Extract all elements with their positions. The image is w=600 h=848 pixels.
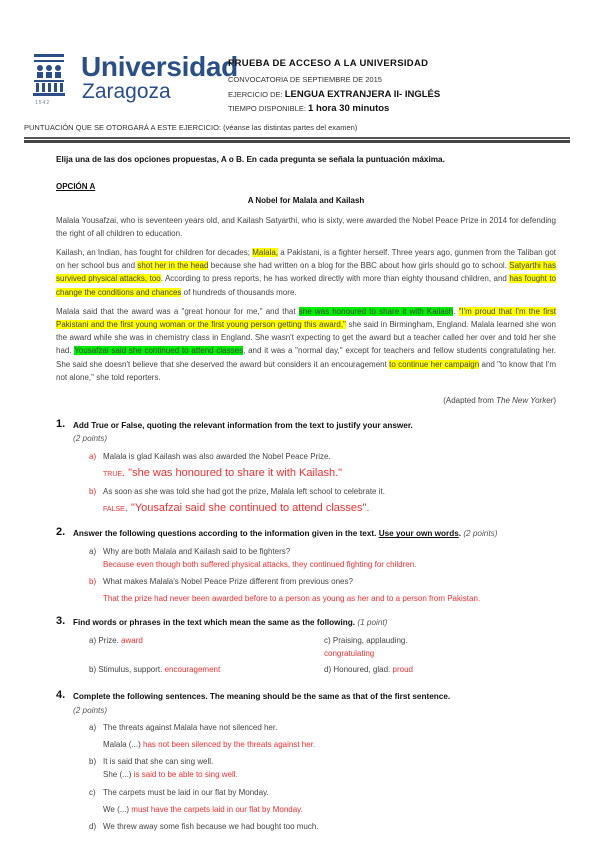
item-text: c) Praising, applauding. [324, 635, 408, 645]
paragraph-3 [56, 305, 556, 384]
text: Malala said that the award was a "great honour for me," and that [56, 306, 299, 316]
text: and "to know that I'm not alone," she told reporters. [56, 359, 556, 382]
source-prefix: (Adapted from [443, 396, 497, 406]
item-text: d) Honoured, glad. [324, 665, 393, 675]
building-emblem-icon [30, 52, 70, 98]
points: (2 points) [463, 529, 498, 539]
question-number: 4. [56, 689, 66, 702]
tiempo [228, 103, 389, 114]
answer: has not been silenced by the threats against her. [143, 739, 316, 749]
answer: congratulating [324, 648, 375, 658]
answer: encouragement [164, 665, 221, 675]
q3-items [56, 634, 556, 677]
ejercicio-label: EJERCICIO DE: [228, 90, 285, 99]
prompt: She (...) [103, 770, 134, 780]
question-text: Add True or False, quoting the relevant information from the text to justify your answer. [73, 421, 413, 431]
item-text: a) Prize. [89, 635, 122, 645]
question-text: Find words or phrases in the text which mean the same as the following. [73, 618, 356, 628]
text: a Pakistani, is a fighter herself. Three years ago, gunmen from the Taliban got on her school bus and [56, 248, 556, 271]
highlight: has fought to change the conditions and chances [56, 274, 557, 297]
tiempo-value: 1 hora 30 minutos [308, 103, 390, 114]
question-1 [56, 419, 556, 445]
question-3 [56, 616, 556, 629]
q3-item-b [89, 663, 324, 676]
paragraph-1: Malala Yousafzai, who is seventeen years old, and Kailash Satyarthi, who is sixty, were awarded the Nobel Peace Prize in 2014 for defending the right of all children to education. [56, 215, 556, 238]
q1-answer-a [56, 467, 556, 481]
q2-item-a [56, 545, 556, 571]
header-divider [24, 137, 570, 143]
item-text: The carpets must be laid in our flat by Monday. [103, 787, 269, 797]
points: (2 points) [73, 434, 108, 444]
highlight: to continue her campaign [389, 359, 480, 369]
item-letter: b) [89, 577, 97, 587]
q1-item-b [56, 485, 556, 498]
answer: award [121, 635, 143, 645]
text: , and it was a "normal day," except for teachers and fellow students congratulating her. She said she doesn't believe that she deserved the award but considers it an encouragement [56, 346, 556, 369]
logo-university: Universidad [81, 51, 238, 82]
text: of hundreds of thousands more. [181, 287, 297, 297]
item-text: What makes Malala's Nobel Peace Prize different from previous ones? [103, 577, 353, 587]
prompt: Malala (...) [103, 739, 144, 749]
q4-answer-a [56, 738, 556, 751]
question-text: Answer the following questions according to the information given in the text. [73, 529, 379, 539]
item-text: The threats against Malala have not silenced her. [103, 722, 278, 732]
item-letter: a) [89, 451, 97, 461]
item-letter: c) [89, 787, 96, 797]
item-letter: b) [89, 757, 97, 767]
item-text: b) Stimulus, support. [89, 665, 165, 675]
convocatoria: CONVOCATORIA DE SEPTIEMBRE DE 2015 [228, 75, 382, 84]
text: . According to press reports, he has worked directly with more than eighty thousand children, and [160, 274, 510, 284]
puntuacion-note: PUNTUACIÓN QUE SE OTORGARÁ A ESTE EJERCICIO: (véanse las distintas partes del examen) [24, 123, 358, 132]
ejercicio [228, 89, 440, 100]
logo-year: 1542 [35, 100, 51, 106]
question-number: 1. [56, 418, 66, 431]
highlight: "I'm proud that I'm the first Pakistani and the first young woman or the first young person getting this award," [56, 306, 557, 330]
item-text: We threw away some fish because we had bought too much. [103, 821, 319, 831]
points: (2 points) [73, 705, 108, 715]
q3-item-c [324, 634, 524, 660]
exam-title: PRUEBA DE ACCESO A LA UNIVERSIDAD [228, 58, 429, 69]
question-number: 2. [56, 526, 66, 539]
answer: Because even though both suffered physical attacks, they continued fighting for children. [103, 559, 417, 569]
question-2: 2. Answer the following questions according to the information given in the text. Use your own words. (2 points) [56, 526, 498, 539]
question-number: 3. [56, 615, 66, 628]
q4-item-a [56, 721, 556, 734]
text: because she had written on a blog for the BBC about how girls should go to school. [208, 261, 510, 271]
question-text: Complete the following sentences. The meaning should be the same as that of the first sentence. [73, 692, 451, 702]
option-heading: OPCIÓN A [56, 182, 96, 192]
text: Kailash, an Indian, has fought for children for decades; [56, 248, 253, 258]
item-text: Why are both Malala and Kailash said to be fighters? [103, 546, 291, 556]
item-letter: a) [89, 546, 97, 556]
source-suffix: ) [553, 396, 556, 406]
item-letter: b) [89, 487, 97, 497]
university-logo [30, 51, 238, 108]
article-title: A Nobel for Malala and Kailash [247, 196, 365, 206]
text: . [453, 306, 459, 316]
answer: proud [392, 665, 413, 675]
points: (1 point) [357, 618, 388, 628]
true-false: FALSE [103, 506, 125, 514]
item-text: As soon as she was told she had got the prize, Malala left school to celebrate it. [103, 487, 385, 497]
source-name: The New Yorker [496, 396, 554, 406]
q2-answer-b: That the prize had never been awarded before to a person as young as her and to a person from Pakistan. [103, 594, 481, 604]
exam-content [56, 153, 556, 833]
instructions: Elija una de las dos opciones propuestas, A o B. En cada pregunta se señala la puntuación máxima. [56, 155, 445, 164]
q4-item-b [56, 755, 556, 781]
answer: must have the carpets laid in our flat by Monday. [131, 804, 303, 814]
highlight: she was honoured to share it with Kailash [298, 306, 454, 316]
highlight: Malala, [252, 248, 278, 258]
answer: is said to be able to sing well. [133, 770, 238, 780]
tiempo-label: TIEMPO DISPONIBLE: [228, 104, 309, 113]
q4-answer-c [56, 803, 556, 816]
underlined-text: Use your own words [378, 529, 459, 539]
item-text: Malala is glad Kailash was also awarded the Nobel Peace Prize. [103, 451, 331, 461]
logo-zaragoza: Zaragoza [82, 80, 171, 103]
q4-item-d [56, 820, 556, 833]
prompt: We (...) [103, 804, 132, 814]
question-4 [56, 690, 556, 716]
q2-item-b [56, 575, 556, 588]
highlight: Satyarthi has survived physical attacks, too [56, 261, 557, 284]
item-text: It is said that she can sing well. [103, 757, 214, 767]
q1-answer-b [56, 502, 556, 516]
paragraph-2 [56, 246, 556, 299]
item-letter: d) [89, 821, 97, 831]
highlight: Yousafzai said she continued to attend classes [74, 346, 244, 356]
answer: . "she was honoured to share it with Kailash." [122, 466, 343, 479]
item-letter: a) [89, 722, 97, 732]
highlight: shot her in the head [137, 261, 209, 271]
source-citation [56, 394, 556, 407]
q1-item-a [56, 450, 556, 463]
answer: . "Yousafzai said she continued to attend classes". [124, 502, 370, 515]
ejercicio-value: LENGUA EXTRANJERA II- INGLÉS [284, 89, 441, 100]
text: she said in Birmingham, England. Malala learned she won the award while she was in chemistry class in England. She wasn't expecting to get the award but a teacher called her over and told her she had. [56, 320, 557, 356]
true-false: TRUE [103, 470, 123, 478]
q3-item-a [89, 634, 324, 660]
q4-item-c [56, 786, 556, 799]
q3-item-d [324, 663, 524, 676]
